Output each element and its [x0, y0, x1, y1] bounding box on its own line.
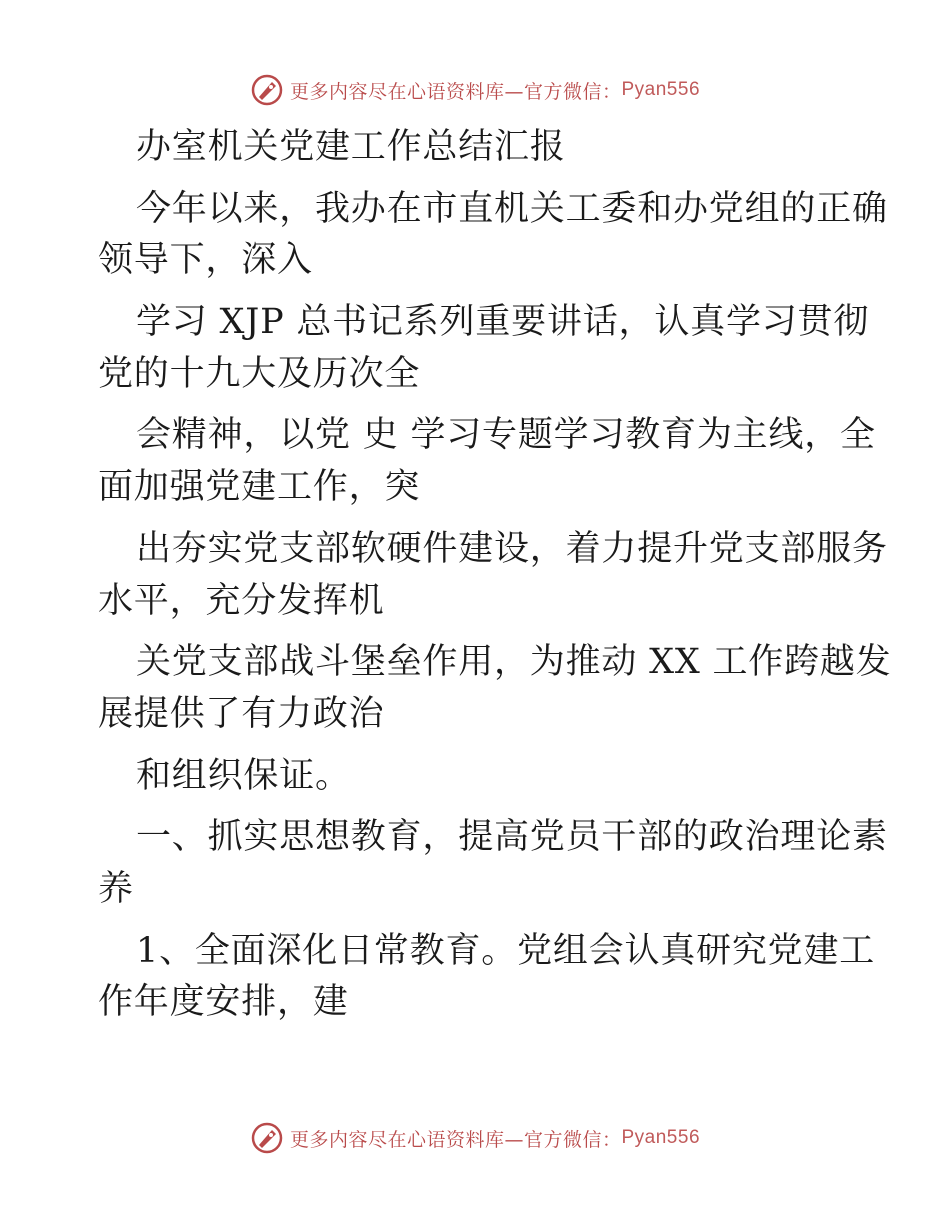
document-title: 办室机关党建工作总结汇报: [136, 127, 566, 167]
banner-handle: Pyan556: [621, 79, 701, 100]
paragraph-line: 领导下，深入: [98, 240, 313, 281]
banner-text: 更多内容尽在心语资料库—官方微信：: [289, 1128, 622, 1151]
paragraph-line: 党的十九大及历次全: [98, 353, 421, 394]
document-body: [98, 122, 892, 1029]
footer-banner: [0, 1118, 950, 1158]
paragraph-line: 展提供了有力政治: [98, 693, 385, 734]
section-heading-continued: 养: [98, 868, 134, 909]
paragraph-line: 1、全面深化日常教育。党组会认真研究党建工: [136, 930, 876, 971]
banner-handle: Pyan556: [621, 1127, 701, 1148]
pen-nib-circle-icon: [250, 73, 284, 107]
paragraph-line: 关党支部战斗堡垒作用，为推动 XX 工作跨越发: [136, 642, 892, 683]
paragraph-line: 今年以来，我办在市直机关工委和办党组的正确: [136, 188, 888, 229]
paragraph-line: 会精神，以党 史 学习专题学习教育为主线，全: [136, 415, 876, 456]
banner-text: 更多内容尽在心语资料库—官方微信：: [289, 80, 622, 103]
header-banner: [0, 70, 950, 110]
paragraph-line: 学习 XJP 总书记系列重要讲话，认真学习贯彻: [136, 302, 870, 343]
pen-nib-circle-icon: [250, 1121, 284, 1155]
section-heading: 一、抓实思想教育，提高党员干部的政治理论素: [136, 817, 888, 858]
paragraph-line: 作年度安排，建: [98, 982, 349, 1023]
paragraph-line: 和组织保证。: [136, 755, 351, 796]
paragraph-line: 出夯实党支部软硬件建设，着力提升党支部服务: [136, 528, 888, 569]
paragraph-line: 面加强党建工作，突: [98, 467, 421, 508]
paragraph-line: 水平，充分发挥机: [98, 580, 385, 621]
